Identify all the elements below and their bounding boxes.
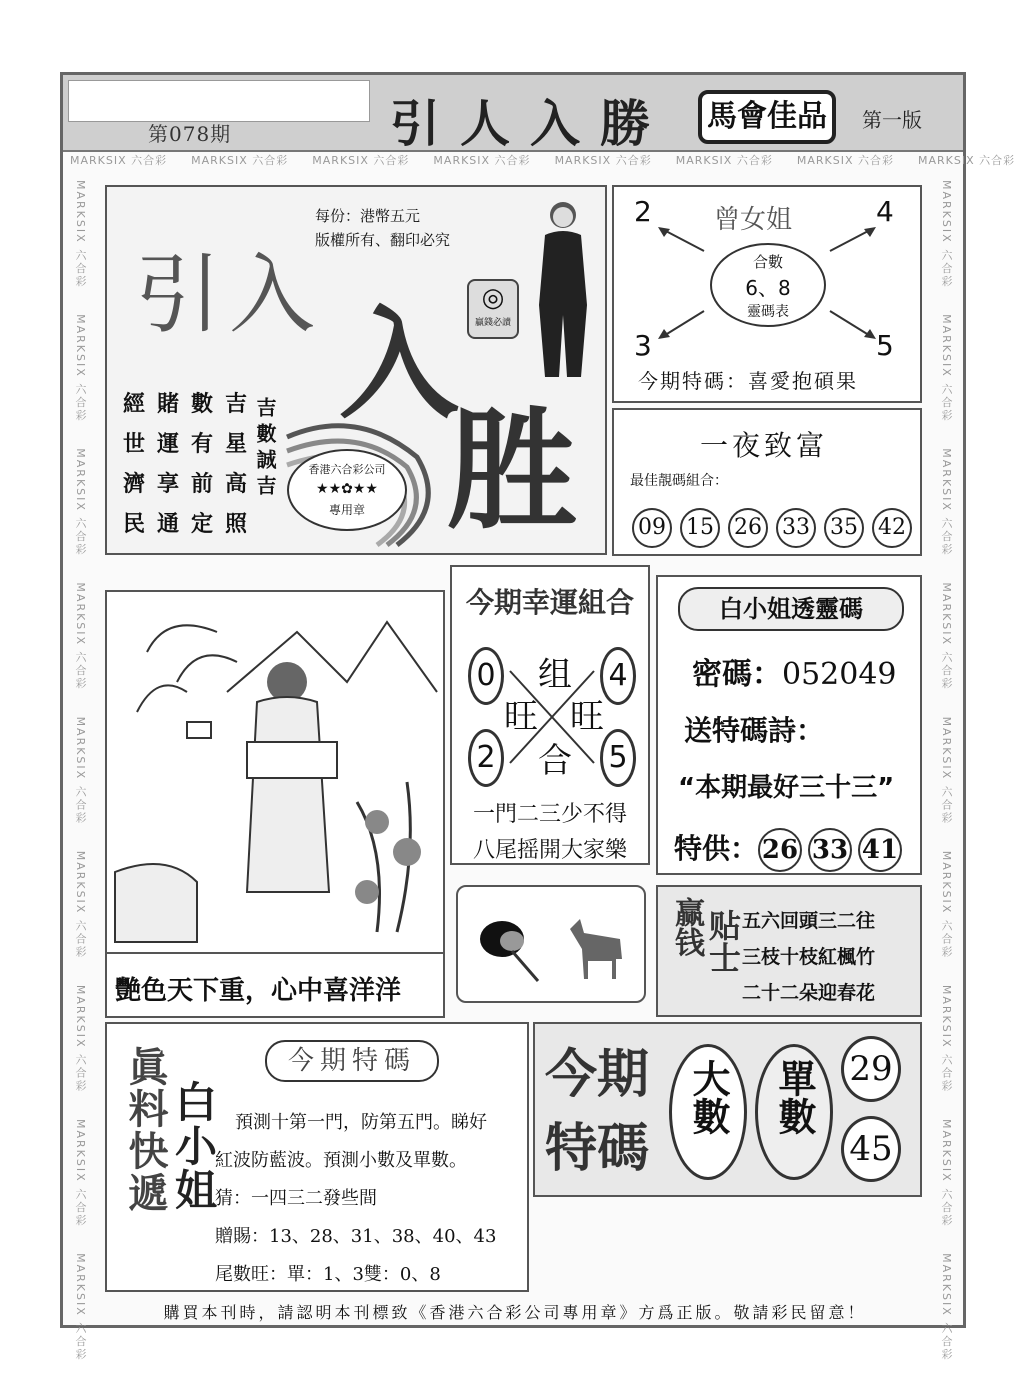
fortune-number: 35	[824, 508, 864, 548]
tip-vert-2: 贴士	[704, 909, 742, 973]
zeng-num-tl: 2	[634, 195, 652, 228]
bottom-right-panel	[533, 1022, 922, 1197]
seal-stamp: 香港六合彩公司 ★★✿★★ 專用章	[287, 449, 407, 531]
snake-icon	[472, 905, 542, 985]
watermark-right: MARKSIX 六合彩 MARKSIX 六合彩 MARKSIX 六合彩 MARKSIX 六合彩 MARKSIX 六合彩 MARKSIX 六合彩 MARKSIX 六合彩 MARKSIX 六合彩 MARKSIX 六合彩	[940, 180, 953, 1362]
watermark-row: MARKSIX 六合彩 MARKSIX 六合彩 MARKSIX 六合彩 MARKSIX 六合彩 MARKSIX 六合彩 MARKSIX 六合彩 MARKSIX 六合彩 MARKSIX 六合彩	[70, 154, 1016, 167]
lucky-word-bottom: 合	[538, 741, 572, 781]
animals-panel	[456, 885, 646, 1003]
lucky-line-1: 一門二三少不得	[472, 802, 627, 827]
fortune-subtitle: 最佳靚碼組合：	[630, 473, 728, 489]
code-line: 密碼：052049	[692, 657, 897, 692]
special-code-title: 今期特碼	[265, 1040, 439, 1082]
newspaper-title: 引人入勝	[390, 95, 670, 153]
lucky-panel	[450, 565, 650, 865]
lucky-num-1: 0	[468, 647, 504, 705]
copyright-text: 版權所有、翻印必究	[315, 231, 451, 249]
caption-divider	[107, 952, 443, 954]
lucky-word-top: 组	[538, 655, 572, 695]
edition-label: 第一版	[862, 108, 922, 132]
big-number-oval: 大數	[669, 1044, 747, 1180]
big-title-3: 胜	[447, 395, 578, 547]
white-lady-title: 白小姐透靈碼	[678, 587, 904, 631]
zeng-special: 今期特碼：喜愛抱碩果	[638, 369, 858, 393]
lucky-num-4: 5	[600, 729, 636, 787]
special-num-1: 29	[841, 1036, 901, 1102]
special-num-2: 45	[841, 1116, 901, 1182]
lucky-num-2: 4	[600, 647, 636, 705]
special-number: 41	[858, 828, 902, 872]
prediction-lines: 預測十第一門，防第五門。睇好 紅波防藍波。預測小數及單數。 猜：一四三二發些間 贈賜：13、28、31、38、40、43 尾數旺：單：1、3雙：0、8	[215, 1112, 497, 1285]
poem-text: “本期最好三十三”	[678, 773, 895, 803]
fortune-number: 33	[776, 508, 816, 548]
watermark-left: MARKSIX 六合彩 MARKSIX 六合彩 MARKSIX 六合彩 MARKSIX 六合彩 MARKSIX 六合彩 MARKSIX 六合彩 MARKSIX 六合彩 MARKSIX 六合彩 MARKSIX 六合彩	[74, 180, 87, 1362]
odd-number-oval: 單數	[755, 1044, 833, 1180]
picture-caption: 艷色天下重，心中喜洋洋	[115, 976, 402, 1006]
picture-panel	[105, 590, 445, 1018]
big-title-2: 入	[339, 296, 459, 435]
tip-lines: 五六回頭三二往 三枝十枝紅楓竹 二十二朵迎春花	[742, 910, 876, 1004]
fortune-numbers	[632, 508, 920, 548]
true-info-vertical: 眞料快遞	[122, 1046, 168, 1214]
lucky-num-3: 2	[468, 729, 504, 787]
bottom-left-panel	[105, 1022, 529, 1292]
zeng-name: 曾女姐	[714, 205, 793, 235]
code-value: 052049	[782, 657, 897, 692]
white-lady-panel	[656, 575, 922, 875]
price-text: 每份：港幣五元	[315, 207, 421, 225]
lucky-word-right: 旺	[570, 697, 604, 737]
man-figure-icon	[527, 195, 597, 385]
win-badge: ◎ 贏錢必讀	[467, 279, 519, 339]
this-period-title: 今期 特碼	[545, 1045, 650, 1179]
fortune-number: 15	[680, 508, 720, 548]
lucky-line-2: 八尾摇開大家樂	[472, 838, 627, 863]
special-number: 33	[808, 828, 852, 872]
lucky-word-left: 旺	[504, 697, 538, 737]
issue-number: 第078期	[148, 122, 232, 146]
fortune-panel	[612, 408, 922, 556]
goat-icon	[560, 909, 630, 989]
big-title-1: 引入	[135, 245, 323, 345]
poem-label: 送特碼詩：	[684, 714, 825, 747]
footer-notice: 購買本刊時，請認明本刊標致《香港六合彩公司專用章》方爲正版。敬請彩民留意！	[163, 1303, 867, 1322]
fortune-number: 09	[632, 508, 672, 548]
zeng-num-bl: 3	[634, 329, 652, 362]
lucky-title: 今期幸運組合	[465, 586, 634, 619]
tip-panel	[656, 885, 922, 1017]
main-panel	[105, 185, 607, 555]
brand-badge: 馬會佳品	[698, 90, 836, 144]
zeng-center-oval: 合數 6、8 靈碼表	[710, 243, 826, 327]
zeng-num-tr: 4	[876, 195, 894, 228]
scholar-illustration-icon	[107, 592, 443, 952]
zeng-num-br: 5	[876, 329, 894, 362]
fortune-number: 26	[728, 508, 768, 548]
poem-block: 經賭數吉 世運有星 濟享前高 民通定照	[123, 392, 260, 537]
issue-box	[68, 80, 370, 122]
fortune-number: 42	[872, 508, 912, 548]
fortune-title: 一夜致富	[700, 429, 829, 462]
white-lady-vertical: 白小姐	[169, 1080, 218, 1212]
side-column: 吉數誠吉	[253, 397, 277, 501]
zeng-panel	[612, 185, 922, 403]
tip-vert-1: 赢钱	[669, 897, 704, 957]
special-line: 特供： 26 33 41	[674, 827, 908, 872]
special-number: 26	[758, 828, 802, 872]
